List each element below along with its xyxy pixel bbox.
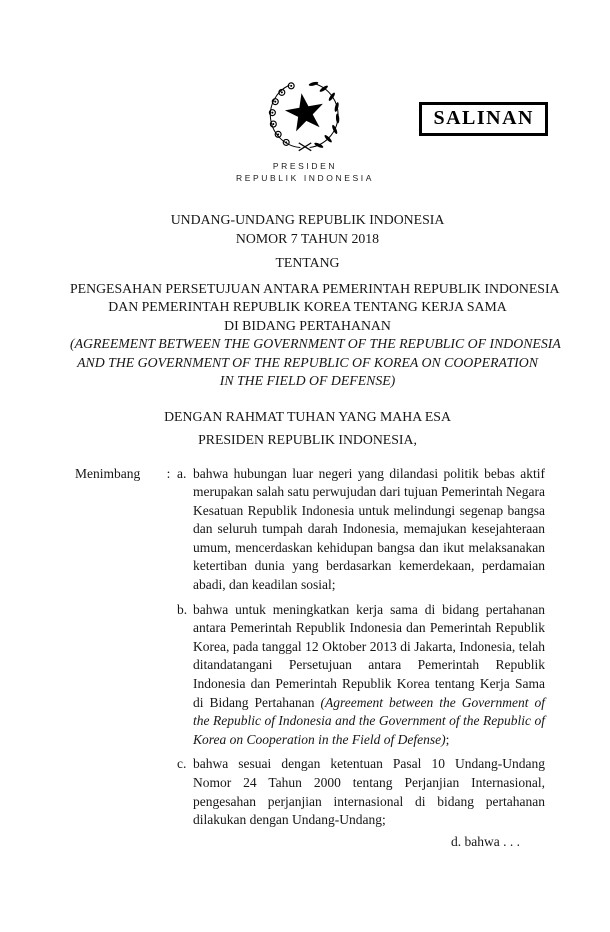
law-title: UNDANG-UNDANG REPUBLIK INDONESIA	[170, 212, 445, 227]
item-marker-a: a.	[177, 465, 187, 481]
letterhead-republik-indonesia: REPUBLIK INDONESIA	[236, 173, 374, 183]
considerations-label: Menimbang	[75, 465, 141, 481]
law-number: NOMOR 7 TAHUN 2018	[235, 230, 380, 246]
english-title-line-3: IN THE FIELD OF DEFENSE)	[219, 373, 396, 388]
letterhead-presiden: PRESIDEN	[272, 161, 338, 171]
considerations-colon: :	[166, 465, 171, 481]
consideration-item-b	[177, 601, 545, 750]
salinan-stamp: SALINAN	[419, 102, 548, 136]
subject-line-1: PENGESAHAN PERSETUJUAN ANTARA PEMERINTAH REPUBLIK INDONESIA	[70, 280, 560, 296]
consideration-item-a	[177, 465, 545, 595]
item-text-b-italic: (Agreement between the Government of the Republic of Indonesia and the Government of the Republic of Korea on Cooperation in the Field of Defense)	[193, 694, 545, 747]
page-catchword: d. bahwa . . .	[451, 833, 520, 849]
english-title-line-2: AND THE GOVERNMENT OF THE REPUBLIC OF KOREA ON COOPERATION	[77, 354, 538, 370]
subject-line-3: DI BIDANG PERTAHANAN	[224, 317, 391, 333]
presidential-emblem-icon	[266, 74, 344, 154]
item-text-a: bahwa hubungan luar negeri yang dilandasi politik bebas aktif merupakan salah satu perwujudan dari tujuan Pemerintah Negara Kesatuan Republik Indonesia untuk melindungi segenap bangsa dan seluruh tumpah darah Indonesia, memajukan kesejahteraan umum, mencerdaskan kehidupan bangsa dan ikut melaksanakan ketertiban dunia yang berdasarkan kemerdekaan, perdamaian abadi, dan keadilan sosial;	[193, 465, 545, 593]
consideration-item-c	[177, 755, 545, 829]
star-icon	[283, 90, 327, 133]
president-line: PRESIDEN REPUBLIK INDONESIA,	[198, 432, 417, 447]
item-text-c: bahwa sesuai dengan ketentuan Pasal 10 Undang-Undang Nomor 24 Tahun 2000 tentang Perjanjian Internasional, pengesahan perjanjian internasional di bidang pertahanan dilakukan dengan Undang-Undang;	[193, 756, 545, 828]
title-block	[70, 211, 561, 450]
english-title-line-1: (AGREEMENT BETWEEN THE GOVERNMENT OF THE REPUBLIC OF INDONESIA	[70, 336, 561, 351]
considerations-section	[75, 465, 545, 830]
wreath-left-flowers	[269, 83, 294, 145]
item-marker-b: b.	[177, 601, 188, 617]
considerations-list	[177, 465, 545, 830]
item-text-b-suffix: ;	[445, 731, 450, 747]
invocation-line: DENGAN RAHMAT TUHAN YANG MAHA ESA	[164, 408, 451, 424]
item-text-b-roman: bahwa untuk meningkatkan kerja sama di bidang pertahanan antara Pemerintah Republik Indonesia dan Pemerintah Republik Korea, pada tanggal 12 Oktober 2013 di Jakarta, Indonesia, telah ditandatangani Persetujuan antara Pemerintah Republik Indonesia dan Pemerintah Republik Korea tentang Kerja Sama di Bidang Pertahanan	[193, 601, 545, 710]
item-text-b	[193, 601, 545, 750]
item-marker-c: c.	[177, 756, 187, 772]
tentang-label: TENTANG	[275, 255, 340, 270]
subject-line-2: DAN PEMERINTAH REPUBLIK KOREA TENTANG KERJA SAMA	[108, 299, 507, 314]
letterhead-office	[0, 160, 610, 184]
